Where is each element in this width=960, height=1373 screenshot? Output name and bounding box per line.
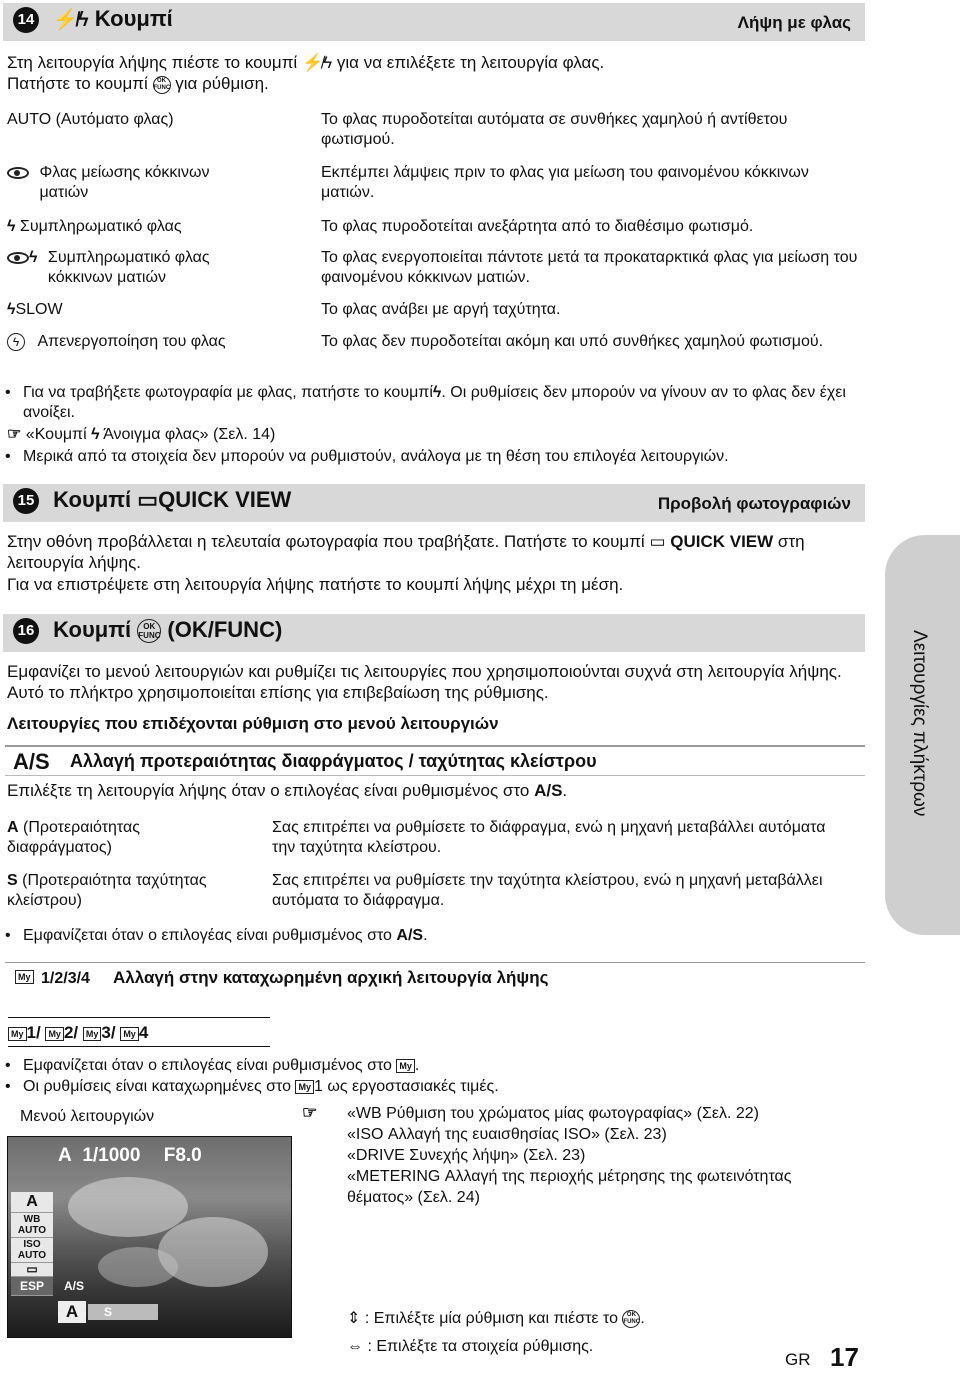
as-note: • Εμφανίζεται όταν ο επιλογέας είναι ρυθμισμένος στο A/S. <box>7 926 878 946</box>
my-mode-icon: My <box>45 1027 64 1041</box>
reference-item: «DRIVE Συνεχής λήψη» (Σελ. 23) <box>347 1147 586 1164</box>
aperture-value: F8.0 <box>163 1145 202 1166</box>
mode-label-text: Φλας μείωσης κόκκινων ματιών <box>39 164 210 201</box>
as-text: A/S <box>534 781 563 800</box>
reference-text: «Κουμπί <box>25 426 87 443</box>
my-mode-icon: My <box>120 1027 139 1041</box>
section-category: Λήψη με φλας <box>737 13 851 32</box>
camera-screen-illustration <box>7 1136 292 1338</box>
mode-label-text: Συμπληρωματικό φλας κόκκινων ματιών <box>47 249 210 286</box>
note-text: Εμφανίζεται όταν ο επιλογέας είναι ρυθμισμένος στο <box>23 1057 392 1074</box>
mode-label <box>7 217 307 237</box>
function-item: A <box>11 1192 53 1213</box>
intro-text: Πατήστε το κουμπί <box>7 74 148 93</box>
hint-line <box>347 1338 593 1356</box>
mode-description: Το φλας δεν πυροδοτείται ακόμη και υπό συνθήκες χαμηλού φωτισμού. <box>321 333 824 350</box>
note-text: Μερικά από τα στοιχεία δεν μπορούν να ρυθμιστούν, ανάλογα με τη θέση του επιλογέα λειτουργιών. <box>23 448 729 465</box>
ok-func-icon: OK FUNC <box>622 1310 640 1328</box>
option-description: Σας επιτρέπει να ρυθμίσετε την ταχύτητα κλείστρου, ενώ η μηχανή μεταβάλλει αυτόματα το διάφραγμα. <box>272 872 823 909</box>
mode-label-text: Απενεργοποίηση του φλας <box>37 333 226 350</box>
mode-label <box>7 248 307 288</box>
section-title-text: Κουμπί <box>94 6 173 31</box>
mode-description: Το φλας ανάβει με αργή ταχύτητα. <box>321 301 561 318</box>
section-16-paragraph: Εμφανίζει το μενού λειτουργιών και ρυθμίζει τις λειτουργίες που χρησιμοποιούνται συχνά στη λειτουργία λήψης. Αυτό το πλήκτρο χρησιμοποιείται επίσης για επιβεβαίωση της ρύθμισης. <box>7 662 842 702</box>
my-heading <box>5 962 865 991</box>
divider <box>8 1046 270 1047</box>
flash-icon: ϟ <box>7 218 16 235</box>
my-mode-icon: My <box>83 1027 102 1041</box>
option-key: A <box>7 819 19 836</box>
as-description: Επιλέξτε τη λειτουργία λήψης όταν ο επιλογέας είναι ρυθμισμένος στο A/S. <box>7 781 568 800</box>
as-text: Επιλέξτε τη λειτουργία λήψης όταν ο επιλογέας είναι ρυθμισμένος στο <box>7 781 530 800</box>
flash-icon: ϟ <box>432 384 442 401</box>
mode-label <box>7 300 307 320</box>
reference-item: «ISO Αλλαγή της ευαισθησίας ISO» (Σελ. 23) <box>347 1126 667 1143</box>
section-15-paragraph-2: Για να επιστρέψετε στη λειτουργία λήψης πατήστε το κουμπί λήψης μέχρι τη μέση. <box>7 575 624 594</box>
functions-subheading: Λειτουργίες που επιδέχονται ρύθμιση στο μενού λειτουργιών <box>7 714 499 733</box>
intro-text: για ρύθμιση. <box>175 74 269 93</box>
hint-text: : Επιλέξτε μία ρύθμιση και πιέστε το <box>364 1310 618 1327</box>
reference-line <box>7 425 862 445</box>
as-heading <box>5 745 865 776</box>
note-bullet <box>7 447 868 467</box>
side-tab-text: Λειτουργίες πλήκτρων <box>909 630 930 817</box>
reference-list <box>347 1103 847 1208</box>
cloud <box>158 1217 268 1287</box>
mode-label <box>7 332 307 352</box>
option-label-text: (Προτεραιότητας διαφράγματος) <box>7 819 140 856</box>
my-note <box>7 1077 878 1097</box>
section-14-title <box>13 6 173 33</box>
my-number: 3 <box>101 1023 111 1042</box>
reference-item: «WB Ρύθμιση του χρώματος μίας φωτογραφίας» (Σελ. 22) <box>347 1105 759 1122</box>
paragraph-text: στη λειτουργία λήψης. <box>7 532 805 572</box>
option-description: Σας επιτρέπει να ρυθμίσετε το διάφραγμα, ενώ η μηχανή μεταβάλλει αυτόματα την ταχύτητα κλείστρου. <box>272 819 826 856</box>
shutter-value: 1/1000 <box>82 1145 141 1166</box>
section-title-text: Κουμπί <box>53 487 132 512</box>
page-number: 17 <box>830 1342 859 1372</box>
my-number: 1 <box>26 1023 36 1042</box>
my-number: 4 <box>138 1023 149 1042</box>
section-title-text: (OK/FUNC) <box>167 617 283 642</box>
section-16-header <box>3 614 865 652</box>
mode-label: AUTO (Αυτόματο φλας) <box>7 111 174 128</box>
section-title-text: QUICK VIEW <box>158 487 292 512</box>
my-mode-numbers: 1/2/3/4 <box>41 970 90 987</box>
option-key: S <box>7 872 18 889</box>
mode-description: Το φλας πυροδοτείται αυτόματα σε συνθήκες χαμηλού ή αντίθετου φωτισμού. <box>321 111 788 148</box>
mode-description: Το φλας πυροδοτείται ανεξάρτητα από το διαθέσιμο φωτισμό. <box>321 218 754 235</box>
paragraph-text: Στην οθόνη προβάλλεται η τελευταία φωτογραφία που τραβήξατε. Πατήστε το κουμπί <box>7 532 645 551</box>
section-14-header <box>3 3 865 41</box>
side-tab-label <box>900 630 930 870</box>
function-item: WB AUTO <box>11 1213 53 1238</box>
section-15-header <box>3 484 865 522</box>
camera-mode <box>58 1145 202 1167</box>
flash-icon: ϟ <box>7 301 16 318</box>
intro-line-2 <box>7 73 867 94</box>
cloud <box>68 1177 188 1237</box>
hint-line: ⇕ : Επιλέξτε μία ρύθμιση και πιέστε το OK FUNC. <box>347 1310 645 1327</box>
my-mode-icon: My <box>8 1027 27 1041</box>
note-text: Εμφανίζεται όταν ο επιλογέας είναι ρυθμισμένος στο <box>23 927 392 944</box>
flash-icon: ϟ <box>91 426 100 443</box>
paragraph-text: QUICK VIEW <box>670 532 774 551</box>
note-text: 1 <box>313 1078 323 1095</box>
cloud <box>98 1247 178 1287</box>
mode-label <box>7 163 307 203</box>
note-bullet <box>7 383 868 423</box>
my-number: 2 <box>63 1023 74 1042</box>
mode-description: Το φλας ενεργοποιείται πάντοτε μετά τα προκαταρκτικά φλας για μείωση του φαινομένου κόκκινων ματιών. <box>321 249 858 286</box>
function-item: ISO AUTO <box>11 1238 53 1263</box>
intro-text: για να επιλέξετε τη λειτουργία φλας. <box>336 53 605 72</box>
option-a: A <box>58 1301 86 1323</box>
function-menu-caption: Μενού λειτουργιών <box>20 1108 155 1125</box>
ok-func-icon: OK FUNC <box>137 619 161 643</box>
ok-func-icon: OK FUNC <box>153 76 171 94</box>
my-mode-list: My 1/ My 2/ My 3/ My 4 <box>8 1023 148 1043</box>
mode-label-text: SLOW <box>15 301 63 318</box>
section-category: Προβολή φωτογραφιών <box>657 494 851 513</box>
mode-description: Εκπέμπει λάμψεις πριν το φλας για μείωση του φαινομένου κόκκινων ματιών. <box>321 164 809 201</box>
section-16-title <box>13 617 282 644</box>
reference-text: Άνοιγμα φλας» (Σελ. 14) <box>103 426 276 443</box>
my-mode-icon: My <box>15 970 34 984</box>
option-label-text: (Προτεραιότητα ταχύτητας κλείστρου) <box>7 872 207 909</box>
reference-icon: ☞ <box>302 1103 318 1122</box>
quick-view-icon: ▭ <box>649 532 666 551</box>
language-code: GR <box>785 1350 811 1369</box>
note-text: . Οι ρυθμίσεις δεν μπορούν να γίνουν αν το φλας δεν έχει ανοίξει. <box>23 384 846 421</box>
as-label: A/S <box>64 1279 85 1293</box>
quick-view-icon: ▭ <box>137 487 159 512</box>
flash-button-icon: ⚡̸ϟ <box>301 53 333 72</box>
section-number-badge: 14 <box>13 7 39 33</box>
reference-icon: ☞ <box>7 426 22 443</box>
note-text: Για να τραβήξετε φωτογραφία με φλας, πατήστε το κουμπί <box>23 384 433 401</box>
note-text: ως εργοστασιακές τιμές. <box>327 1078 499 1095</box>
note-text: A/S <box>396 927 424 944</box>
camera-function-list <box>11 1192 53 1296</box>
section-number-badge: 16 <box>13 618 39 644</box>
option-label <box>7 871 247 911</box>
reference-item: «METERING Αλλαγή της περιοχής μέτρησης της φωτεινότητας θέματος» (Σελ. 24) <box>347 1168 792 1206</box>
red-eye-icon <box>7 167 29 179</box>
section-15-title <box>13 487 291 514</box>
left-right-arrows-icon: ⇔ <box>347 1338 363 1355</box>
function-item: ▭ <box>11 1263 53 1277</box>
option-label <box>7 818 247 858</box>
section-15-paragraph <box>7 531 867 573</box>
mode-label-text: Συμπληρωματικό φλας <box>19 218 182 235</box>
mode-value: A <box>58 1145 72 1166</box>
flash-off-icon: ϟ <box>7 333 25 351</box>
as-mode-icon: A/S <box>13 749 50 774</box>
flash-icon: ϟ <box>29 249 38 266</box>
red-eye-icon <box>7 252 29 264</box>
hint-text: : Επιλέξτε τα στοιχεία ρύθμισης. <box>367 1338 594 1355</box>
note-text: Οι ρυθμίσεις είναι καταχωρημένες στο <box>23 1078 291 1095</box>
my-mode-icon: My <box>295 1080 314 1094</box>
my-note: • Εμφανίζεται όταν ο επιλογέας είναι ρυθμισμένος στο My . <box>7 1056 878 1076</box>
my-mode-icon: My <box>396 1059 415 1073</box>
divider <box>8 1017 270 1018</box>
option-s: S <box>88 1304 158 1320</box>
section-title-text: Κουμπί <box>53 617 132 642</box>
my-heading-text: Αλλαγή στην καταχωρημένη αρχική λειτουργία λήψης <box>113 968 549 987</box>
up-down-arrows-icon: ⇕ <box>347 1310 361 1327</box>
as-heading-text: Αλλαγή προτεραιότητας διαφράγματος / ταχύτητας κλείστρου <box>70 751 597 771</box>
flash-button-icon: ⚡̸ϟ <box>53 9 89 31</box>
intro-text: Στη λειτουργία λήψης πιέστε το κουμπί <box>7 53 298 72</box>
intro-line-1 <box>7 52 867 73</box>
function-item: ESP <box>11 1277 53 1296</box>
section-number-badge: 15 <box>13 488 39 514</box>
